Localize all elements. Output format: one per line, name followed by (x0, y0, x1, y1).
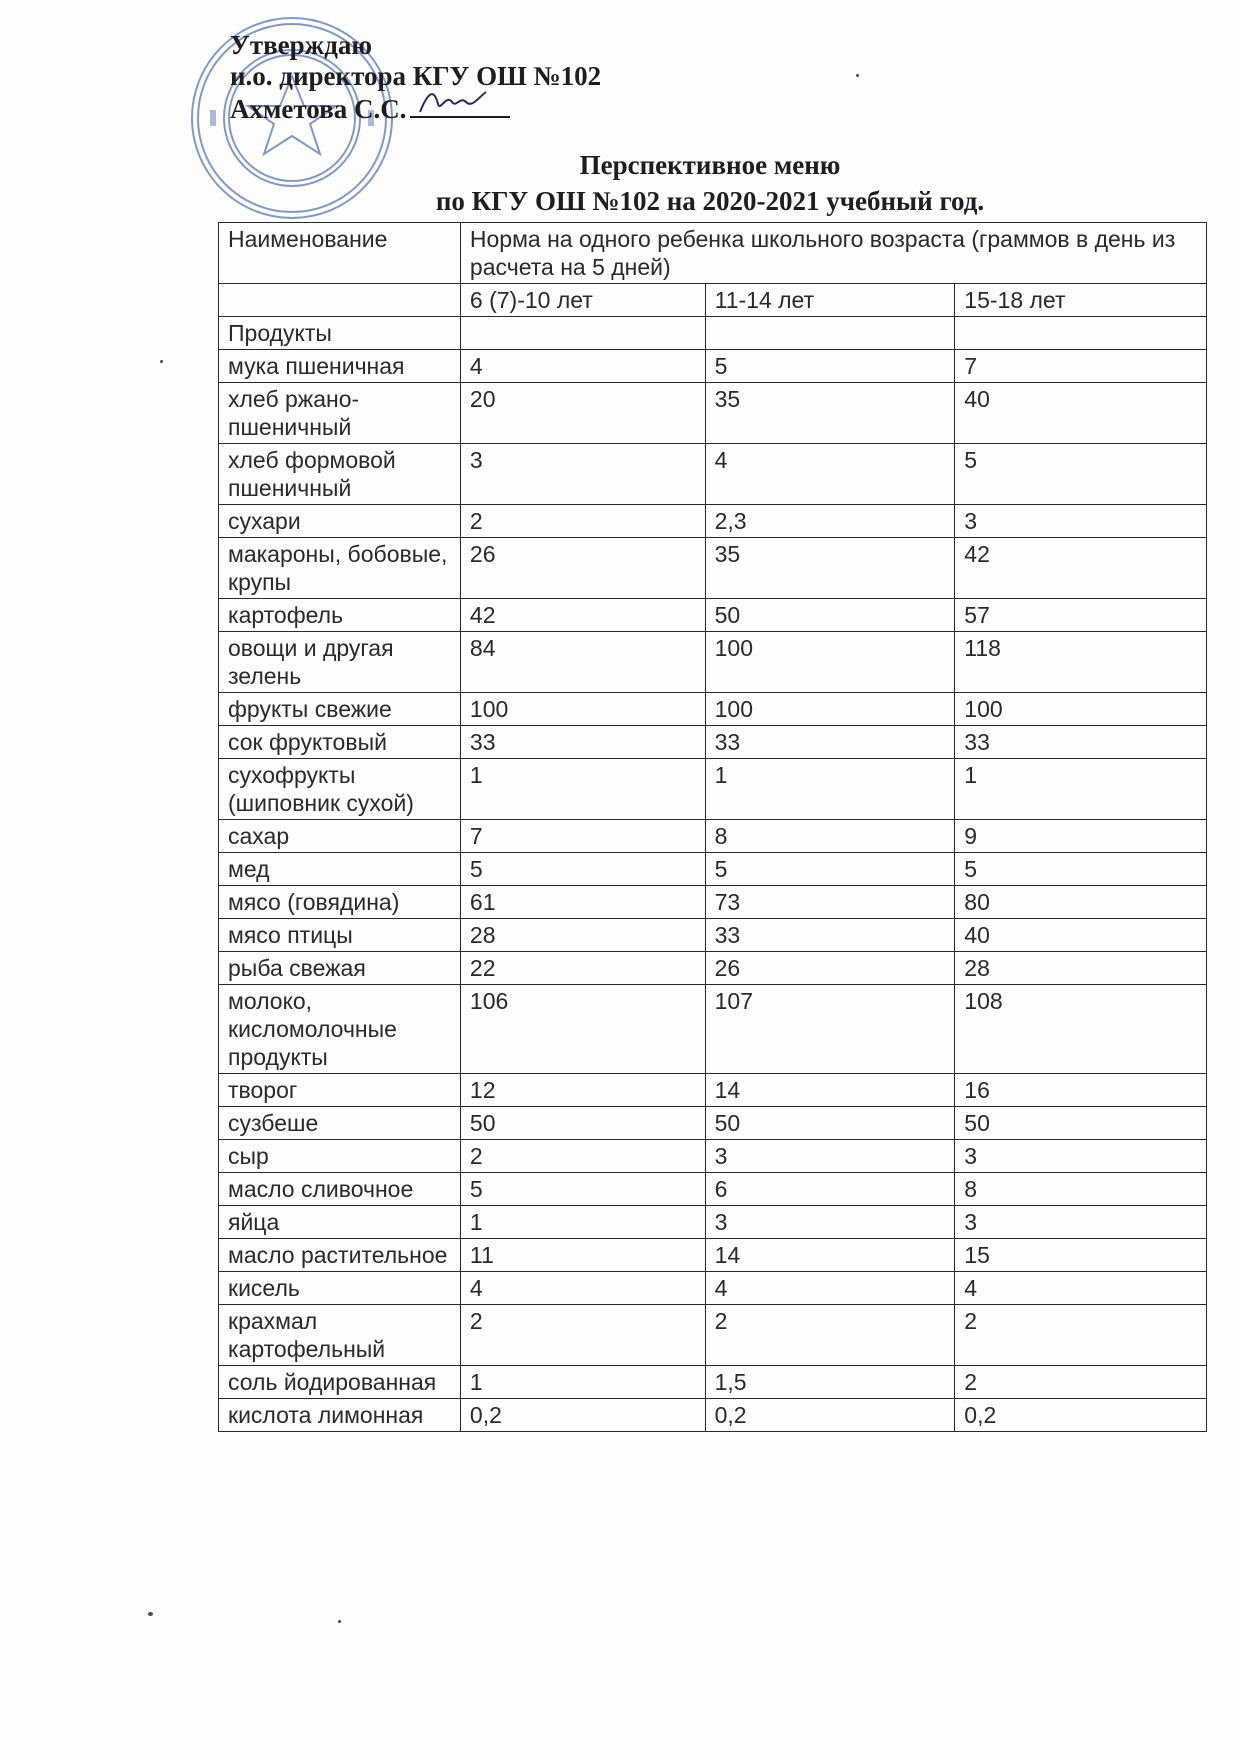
norm-value-cell: 50 (705, 1107, 955, 1140)
product-name-cell: мед (219, 853, 461, 886)
norm-value-cell: 4 (955, 1272, 1207, 1305)
norm-value-cell: 5 (705, 350, 955, 383)
norm-value-cell: 80 (955, 886, 1207, 919)
table-row (219, 1305, 1207, 1366)
norm-value-cell: 28 (460, 919, 705, 952)
norm-value-cell: 5 (460, 1173, 705, 1206)
norm-value-cell: 107 (705, 985, 955, 1074)
norm-value-cell: 1 (460, 1206, 705, 1239)
table-row (219, 383, 1207, 444)
norm-value-cell: 14 (705, 1239, 955, 1272)
scan-speck (160, 360, 163, 363)
norm-value-cell: 3 (460, 444, 705, 505)
norm-value-cell: 84 (460, 632, 705, 693)
table-row (219, 952, 1207, 985)
norm-value-cell: 33 (460, 726, 705, 759)
norm-value-cell: 0,2 (460, 1399, 705, 1432)
norm-value-cell: 4 (705, 1272, 955, 1305)
norm-value-cell: 108 (955, 985, 1207, 1074)
header-name-cell: Наименование (219, 223, 461, 284)
table-row (219, 632, 1207, 693)
product-name-cell: мука пшеничная (219, 350, 461, 383)
table-row (219, 350, 1207, 383)
age-groups-row (219, 284, 1207, 317)
product-name-cell: соль йодированная (219, 1366, 461, 1399)
approval-line-2: и.о. директора КГУ ОШ №102 (230, 61, 602, 91)
table-row (219, 1074, 1207, 1107)
table-row (219, 1239, 1207, 1272)
norm-value-cell: 100 (955, 693, 1207, 726)
norm-value-cell: 5 (705, 853, 955, 886)
product-name-cell: рыба свежая (219, 952, 461, 985)
approval-line-3 (230, 92, 601, 125)
norm-value-cell: 40 (955, 383, 1207, 444)
empty-cell (219, 284, 461, 317)
product-name-cell: мясо птицы (219, 919, 461, 952)
empty-cell (955, 317, 1207, 350)
age-group-cell: 11-14 лет (705, 284, 955, 317)
norm-value-cell: 5 (460, 853, 705, 886)
norm-value-cell: 2 (460, 1305, 705, 1366)
norm-value-cell: 22 (460, 952, 705, 985)
table-row (219, 1107, 1207, 1140)
norm-value-cell: 40 (955, 919, 1207, 952)
norm-value-cell: 50 (460, 1107, 705, 1140)
norm-value-cell: 3 (955, 1206, 1207, 1239)
norm-value-cell: 1,5 (705, 1366, 955, 1399)
product-name-cell: масло растительное (219, 1239, 461, 1272)
norm-value-cell: 8 (955, 1173, 1207, 1206)
norm-value-cell: 100 (705, 632, 955, 693)
norm-value-cell: 3 (705, 1140, 955, 1173)
product-name-cell: кислота лимонная (219, 1399, 461, 1432)
product-name-cell: кисель (219, 1272, 461, 1305)
norm-value-cell: 26 (705, 952, 955, 985)
product-name-cell: сухофрукты (шиповник сухой) (219, 759, 461, 820)
product-name-cell: макароны, бобовые, крупы (219, 538, 461, 599)
norm-value-cell: 50 (955, 1107, 1207, 1140)
product-name-cell: творог (219, 1074, 461, 1107)
norm-value-cell: 2 (705, 1305, 955, 1366)
product-name-cell: картофель (219, 599, 461, 632)
norm-value-cell: 2 (460, 505, 705, 538)
norm-value-cell: 6 (705, 1173, 955, 1206)
product-name-cell: хлеб формовой пшеничный (219, 444, 461, 505)
section-row (219, 317, 1207, 350)
table-row (219, 538, 1207, 599)
menu-norms-table (218, 222, 1207, 1432)
norm-value-cell: 1 (705, 759, 955, 820)
scan-speck (148, 1612, 153, 1616)
age-group-cell: 15-18 лет (955, 284, 1207, 317)
product-name-cell: сыр (219, 1140, 461, 1173)
signature-line (410, 92, 510, 118)
norm-value-cell: 11 (460, 1239, 705, 1272)
norm-value-cell: 35 (705, 383, 955, 444)
table-row (219, 693, 1207, 726)
table-row (219, 1366, 1207, 1399)
empty-cell (705, 317, 955, 350)
approval-block (230, 30, 601, 125)
norm-value-cell: 57 (955, 599, 1207, 632)
norm-value-cell: 7 (460, 820, 705, 853)
norm-value-cell: 100 (460, 693, 705, 726)
table-row (219, 1206, 1207, 1239)
age-group-cell: 6 (7)-10 лет (460, 284, 705, 317)
norm-value-cell: 106 (460, 985, 705, 1074)
director-name: Ахметова С.С. (230, 94, 407, 124)
norm-value-cell: 33 (955, 726, 1207, 759)
norm-value-cell: 3 (955, 1140, 1207, 1173)
header-norm-cell: Норма на одного ребенка школьного возраста (граммов в день из расчета на 5 дней) (460, 223, 1206, 284)
norm-value-cell: 4 (460, 1272, 705, 1305)
empty-cell (460, 317, 705, 350)
norm-value-cell: 28 (955, 952, 1207, 985)
product-name-cell: масло сливочное (219, 1173, 461, 1206)
norm-value-cell: 7 (955, 350, 1207, 383)
norm-value-cell: 3 (705, 1206, 955, 1239)
norm-value-cell: 0,2 (705, 1399, 955, 1432)
norm-value-cell: 42 (460, 599, 705, 632)
norm-value-cell: 4 (705, 444, 955, 505)
product-name-cell: молоко, кисломолочные продукты (219, 985, 461, 1074)
norm-value-cell: 12 (460, 1074, 705, 1107)
table-row (219, 886, 1207, 919)
norm-value-cell: 8 (705, 820, 955, 853)
norm-value-cell: 73 (705, 886, 955, 919)
product-name-cell: сахар (219, 820, 461, 853)
norm-value-cell: 35 (705, 538, 955, 599)
table-row (219, 726, 1207, 759)
norm-value-cell: 33 (705, 726, 955, 759)
norm-value-cell: 50 (705, 599, 955, 632)
product-name-cell: крахмал картофельный (219, 1305, 461, 1366)
table-header-row (219, 223, 1207, 284)
table-row (219, 1272, 1207, 1305)
norm-value-cell: 16 (955, 1074, 1207, 1107)
product-name-cell: сухари (219, 505, 461, 538)
document-title: Перспективное меню (579, 150, 841, 180)
norm-value-cell: 15 (955, 1239, 1207, 1272)
table-row (219, 599, 1207, 632)
product-name-cell: яйца (219, 1206, 461, 1239)
norm-value-cell: 4 (460, 350, 705, 383)
norm-value-cell: 118 (955, 632, 1207, 693)
product-name-cell: хлеб ржано-пшеничный (219, 383, 461, 444)
table-row (219, 1173, 1207, 1206)
signature (416, 84, 496, 118)
approval-line-1: Утверждаю (230, 30, 373, 60)
norm-value-cell: 1 (955, 759, 1207, 820)
product-name-cell: фрукты свежие (219, 693, 461, 726)
norm-value-cell: 0,2 (955, 1399, 1207, 1432)
norm-value-cell: 2 (460, 1140, 705, 1173)
table-row (219, 985, 1207, 1074)
norm-value-cell: 2 (955, 1305, 1207, 1366)
scan-speck (856, 74, 859, 77)
product-name-cell: сузбеше (219, 1107, 461, 1140)
norm-value-cell: 33 (705, 919, 955, 952)
table-row (219, 444, 1207, 505)
norm-value-cell: 42 (955, 538, 1207, 599)
norm-value-cell: 1 (460, 1366, 705, 1399)
scan-speck (338, 1620, 341, 1623)
product-name-cell: овощи и другая зелень (219, 632, 461, 693)
norm-value-cell: 61 (460, 886, 705, 919)
norm-value-cell: 3 (955, 505, 1207, 538)
product-name-cell: сок фруктовый (219, 726, 461, 759)
norm-value-cell: 14 (705, 1074, 955, 1107)
table-row (219, 505, 1207, 538)
norm-value-cell: 1 (460, 759, 705, 820)
section-label-cell: Продукты (219, 317, 461, 350)
norm-value-cell: 26 (460, 538, 705, 599)
norm-value-cell: 100 (705, 693, 955, 726)
table-row (219, 919, 1207, 952)
norm-value-cell: 5 (955, 444, 1207, 505)
table-row (219, 853, 1207, 886)
table-row (219, 759, 1207, 820)
norm-value-cell: 2,3 (705, 505, 955, 538)
table-row (219, 820, 1207, 853)
table-row (219, 1399, 1207, 1432)
norm-value-cell: 5 (955, 853, 1207, 886)
norm-value-cell: 20 (460, 383, 705, 444)
norm-value-cell: 2 (955, 1366, 1207, 1399)
table-row (219, 1140, 1207, 1173)
norm-value-cell: 9 (955, 820, 1207, 853)
product-name-cell: мясо (говядина) (219, 886, 461, 919)
document-subtitle: по КГУ ОШ №102 на 2020-2021 учебный год. (435, 186, 985, 216)
